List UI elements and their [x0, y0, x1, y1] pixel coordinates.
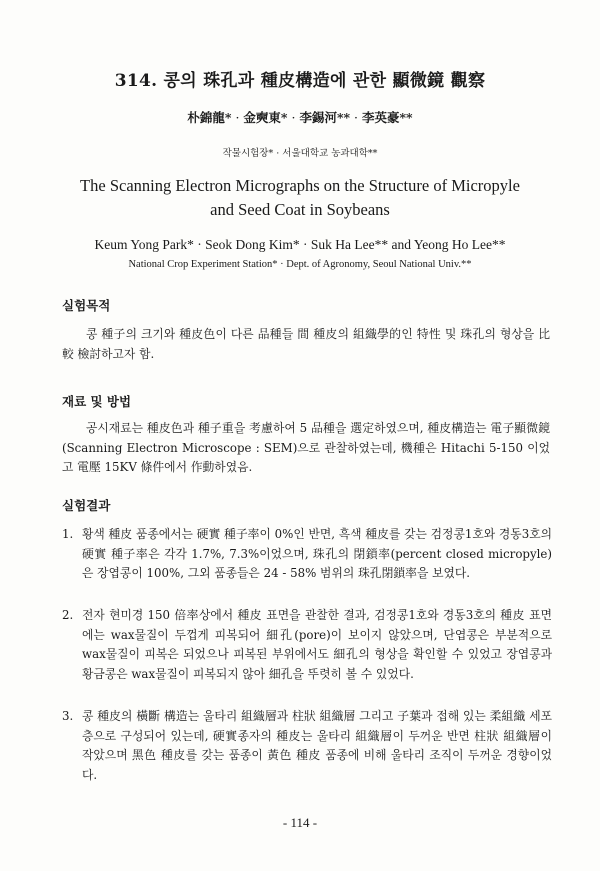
english-title-line-2: and Seed Coat in Soybeans: [210, 200, 390, 219]
result-item: [62, 525, 552, 584]
purpose-heading: 실험목적: [62, 298, 111, 313]
result-number: 1.: [62, 527, 74, 541]
english-authors: Keum Yong Park* · Seok Dong Kim* · Suk Ha Lee** and Yeong Ho Lee**: [94, 237, 506, 252]
author-ko-2: 金奭東*: [243, 110, 288, 125]
result-text: 콩 種皮의 橫斷 構造는 울타리 組織層과 柱狀 組織層 그리고 子葉과 접해 있는 柔組織 세포층으로 구성되어 있는데, 硬實종자의 種皮는 울타리 組織層이 두꺼운 반면 柱狀 組織層이 작았으며 黑色 種皮를 갖는 품종이 黃色 種皮 품종에 비해 울타리 조직이 두꺼운 경향이었다.: [82, 709, 552, 782]
result-item: [62, 707, 552, 785]
result-number: 3.: [62, 709, 74, 723]
result-number: 2.: [62, 608, 74, 622]
korean-authors: 朴錦龍* · 金奭東* · 李錫河** · 李英豪**: [187, 110, 413, 125]
result-item: [62, 606, 552, 684]
result-text: 전자 현미경 150 倍率상에서 種皮 표면을 관찰한 결과, 검정콩1호와 경동3호의 種皮 표면에는 wax물질이 두껍게 피복되어 細孔(pore)이 보이지 않았으며, 단엽콩은 부분적으로 wax물질이 피복은 되었으나 피복된 부위에서도 細孔의 형상을 확인할 수 있었고 장엽콩과 황금콩은 wax물질이 피복되지 않아 細孔을 뚜렷히 볼 수 있었다.: [82, 608, 552, 681]
author-ko-1: 朴錦龍*: [187, 110, 232, 125]
methods-heading: 재료 및 방법: [62, 394, 132, 409]
english-affiliation: National Crop Experiment Station* · Dept. of Agronomy, Seoul National Univ.**: [128, 259, 472, 270]
korean-affiliation: 작물시험장* · 서울대학교 농과대학**: [222, 148, 378, 159]
methods-text: 공시재료는 種皮色과 種子重을 考慮하여 5 品種을 選定하였으며, 種皮構造는 電子顯微鏡(Scanning Electron Microscope : SEM)으로 관찰하였는데, 機種은 Hitachi 5-150 이었고 電壓 15KV 條件에서 作動하였음.: [62, 421, 550, 474]
purpose-text: 콩 種子의 크기와 種皮色이 다른 品種들 間 種皮의 組織學的인 特性 및 珠孔의 형상을 比較 檢討하고자 함.: [62, 327, 550, 361]
page-number: - 114 -: [282, 815, 318, 830]
results-heading: 실험결과: [62, 498, 111, 513]
korean-title: 314. 콩의 珠孔과 種皮構造에 관한 顯微鏡 觀察: [114, 71, 486, 91]
result-text: 황색 種皮 품종에서는 硬實 種子率이 0%인 반면, 흑색 種皮를 갖는 검정콩1호와 경동3호의 硬實 種子率은 각각 1.7%, 7.3%이었으며, 珠孔의 閉鎖率(percent closed micropyle)은 장엽콩이 100%, 그외 품종들은 24 - 58% 범위의 珠孔閉鎖率을 보였다.: [82, 527, 552, 580]
author-ko-3: 李錫河**: [299, 110, 351, 125]
author-ko-4: 李英豪**: [362, 110, 413, 125]
english-title: [0, 174, 600, 222]
english-title-line-1: The Scanning Electron Micrographs on the Structure of Micropyle: [80, 176, 520, 195]
